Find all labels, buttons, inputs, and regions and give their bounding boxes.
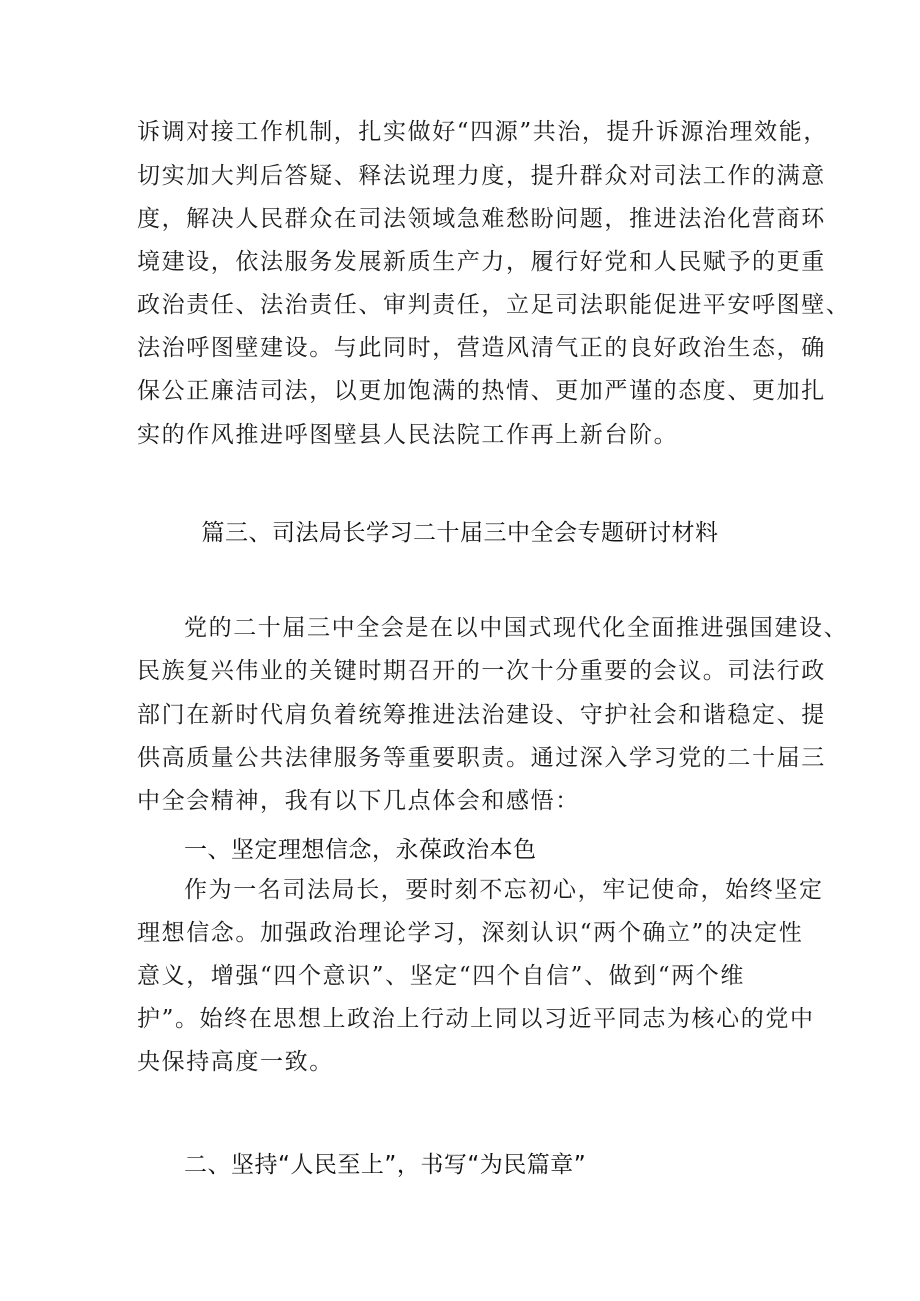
text-line: 中全会精神，我有以下几点体会和感悟： (137, 788, 580, 814)
text-line: 政治责任、法治责任、审判责任，立足司法职能促进平安呼图壁、 (137, 292, 851, 318)
text-line: 民族复兴伟业的关键时期召开的一次十分重要的会议。司法行政 (137, 658, 826, 684)
text-line: 护”。始终在思想上政治上行动上同以习近平同志为核心的党中 (137, 1006, 815, 1032)
text-line: 切实加大判后答疑、释法说理力度，提升群众对司法工作的满意 (137, 163, 826, 189)
text-line: 作为一名司法局长，要时刻不忘初心，牢记使命，始终坚定 (184, 877, 824, 903)
text-line: 供高质量公共法律服务等重要职责。通过深入学习党的二十届三 (137, 745, 826, 771)
subheading-2: 二、坚持“人民至上”，书写“为民篇章” (184, 1152, 587, 1178)
text-line: 保公正廉洁司法，以更加饱满的热情、更加严谨的态度、更加扎 (137, 378, 826, 404)
text-line: 实的作风推进呼图壁县人民法院工作再上新台阶。 (137, 422, 679, 448)
text-line: 党的二十届三中全会是在以中国式现代化全面推进强国建设、 (184, 615, 849, 641)
text-line: 理想信念。加强政治理论学习，深刻认识“两个确立”的决定性 (137, 920, 804, 946)
text-line: 法治呼图壁建设。与此同时，营造风清气正的良好政治生态，确 (137, 335, 826, 361)
section-title: 篇三、司法局长学习二十届三中全会专题研讨材料 (201, 520, 719, 546)
text-line: 央保持高度一致。 (137, 1049, 334, 1075)
text-line: 诉调对接工作机制，扎实做好“四源”共治，提升诉源治理效能， (137, 119, 828, 145)
text-line: 度，解决人民群众在司法领域急难愁盼问题，推进法治化营商环 (137, 206, 826, 232)
text-line: 部门在新时代肩负着统筹推进法治建设、守护社会和谐稳定、提 (137, 702, 826, 728)
text-line: 境建设，依法服务发展新质生产力，履行好党和人民赋予的更重 (137, 249, 826, 275)
subheading-1: 一、坚定理想信念，永葆政治本色 (184, 837, 537, 863)
text-line: 意义，增强“四个意识”、坚定“四个自信”、做到“两个维 (137, 963, 745, 989)
